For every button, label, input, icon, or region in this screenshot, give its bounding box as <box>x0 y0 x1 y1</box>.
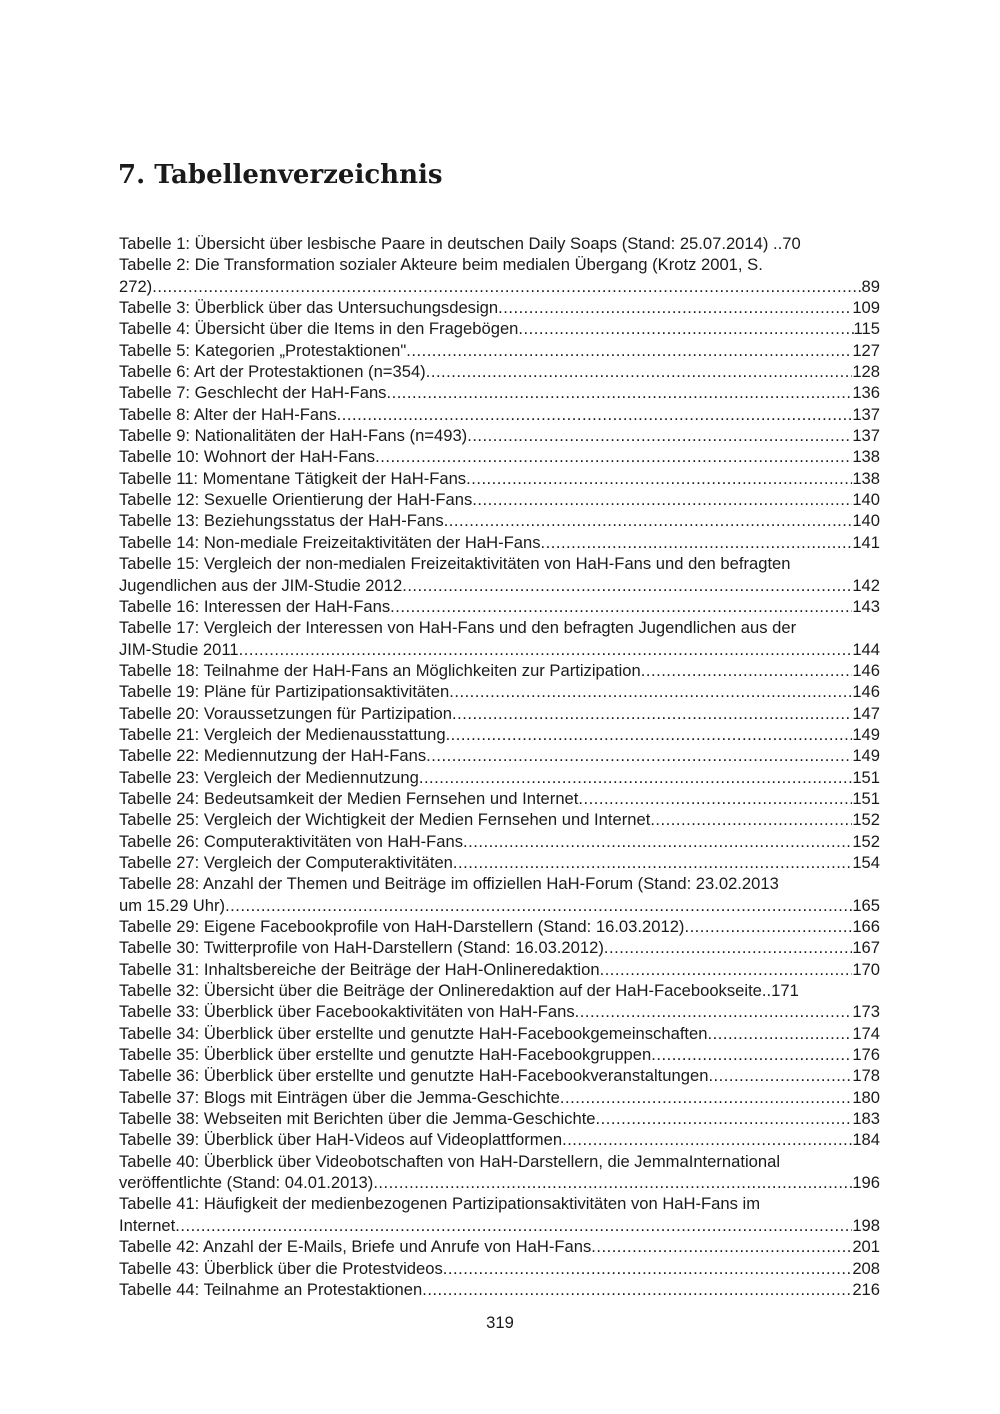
toc-page-number: 208 <box>852 1258 880 1278</box>
toc-entry-label: Tabelle 11: Momentane Tätigkeit der HaH-Fans <box>119 468 467 488</box>
dot-leader <box>467 425 852 446</box>
toc-entry <box>119 767 880 788</box>
toc-page-number: 174 <box>852 1023 880 1043</box>
toc-entry <box>119 489 880 510</box>
toc-page-number: 146 <box>852 660 880 680</box>
toc-entry <box>119 1193 880 1236</box>
toc-entry <box>119 553 880 596</box>
dot-leader <box>390 596 852 617</box>
dot-leader <box>386 382 852 403</box>
toc-entry-label: Tabelle 16: Interessen der HaH-Fans <box>119 596 391 616</box>
toc-page-number: 144 <box>852 639 880 659</box>
toc-entry-label: Tabelle 40: Überblick über Videobotschaften von HaH-Darstellern, die JemmaInternational <box>119 1151 781 1171</box>
toc-page-number: 196 <box>852 1173 880 1193</box>
toc-entry <box>119 532 880 553</box>
toc-page-number: 89 <box>861 276 880 296</box>
toc-page-number: 178 <box>852 1066 880 1086</box>
toc-entry <box>119 468 880 489</box>
toc-entry-label: Tabelle 1: Übersicht über lesbische Paare in deutschen Daily Soaps (Stand: 25.07.2014) ..70 <box>119 234 801 253</box>
toc-entry-label: Tabelle 34: Überblick über erstellte und genutzte HaH-Facebookgemeinschaften <box>119 1023 708 1043</box>
dot-leader <box>498 297 852 318</box>
toc-page-number: 109 <box>852 298 880 318</box>
toc-page-number: 170 <box>852 959 880 979</box>
toc-entry <box>119 937 880 958</box>
toc-page-number: 115 <box>853 319 880 339</box>
toc-entry <box>119 425 880 446</box>
toc-entry <box>119 596 880 617</box>
toc-entry <box>119 254 880 297</box>
toc-page-number: 143 <box>852 596 880 616</box>
toc-page-number: 138 <box>852 447 880 467</box>
toc-entry-label: Tabelle 27: Vergleich der Computeraktivitäten <box>119 852 453 872</box>
dot-leader <box>604 937 852 958</box>
dot-leader <box>650 809 852 830</box>
toc-entry-label: Tabelle 13: Beziehungsstatus der HaH-Fans <box>119 511 444 531</box>
toc-entry-label: Tabelle 8: Alter der HaH-Fans <box>119 404 337 424</box>
dot-leader <box>708 1065 852 1086</box>
toc-entry <box>119 788 880 809</box>
toc-entry <box>119 1151 880 1194</box>
toc-entry-label: Tabelle 9: Nationalitäten der HaH-Fans (n=493) <box>119 426 468 446</box>
dot-leader <box>422 1279 852 1300</box>
dot-leader <box>375 446 852 467</box>
dot-leader <box>452 703 852 724</box>
dot-leader <box>600 959 853 980</box>
toc-page-number: 184 <box>852 1130 880 1150</box>
dot-leader <box>578 788 852 809</box>
toc-entry-label: Tabelle 18: Teilnahme der HaH-Fans an Möglichkeiten zur Partizipation <box>119 660 641 680</box>
toc-entry <box>119 745 880 766</box>
toc-entry <box>119 1001 880 1022</box>
toc-page-number: 128 <box>852 362 880 382</box>
toc-entry <box>119 382 880 403</box>
toc-entry-label: Tabelle 37: Blogs mit Einträgen über die Jemma-Geschichte <box>119 1087 560 1107</box>
toc-entry-label: Tabelle 10: Wohnort der HaH-Fans <box>119 447 376 467</box>
toc-entry <box>119 959 880 980</box>
toc-entry-label: Tabelle 22: Mediennutzung der HaH-Fans <box>119 746 427 766</box>
dot-leader <box>641 660 853 681</box>
toc-entry-label: Tabelle 20: Voraussetzungen für Partizipation <box>119 703 453 723</box>
toc-entry <box>119 340 880 361</box>
toc-entry-label: Tabelle 28: Anzahl der Themen und Beiträge im offiziellen HaH-Forum (Stand: 23.02.2013 <box>119 874 779 894</box>
dot-leader <box>518 318 853 339</box>
toc-entry <box>119 617 880 660</box>
toc-entry <box>119 1236 880 1257</box>
toc-entry <box>119 233 880 254</box>
toc-entry-label-continued: um 15.29 Uhr) <box>119 895 226 915</box>
toc-page-number: 138 <box>852 468 880 488</box>
dot-leader <box>560 1087 852 1108</box>
dot-leader <box>175 1215 852 1236</box>
toc-entry <box>119 1108 880 1129</box>
dot-leader <box>541 532 853 553</box>
toc-entry-label: Tabelle 42: Anzahl der E-Mails, Briefe und Anrufe von HaH-Fans <box>119 1237 592 1257</box>
toc-page-number: 216 <box>852 1279 880 1299</box>
toc-entry-label: Tabelle 29: Eigene Facebookprofile von HaH-Darstellern (Stand: 16.03.2012) <box>119 917 685 936</box>
toc-entry-label: Tabelle 44: Teilnahme an Protestaktionen <box>119 1279 423 1299</box>
toc-entry <box>119 1258 880 1279</box>
toc-entry-label: Tabelle 15: Vergleich der non-medialen Freizeitaktivitäten von HaH-Fans und den befragten <box>119 554 791 574</box>
toc-entry-label: Tabelle 21: Vergleich der Medienausstattung <box>119 724 446 744</box>
dot-leader <box>463 831 852 852</box>
dot-leader <box>152 276 861 297</box>
dot-leader <box>373 1172 852 1193</box>
toc-entry-label: Tabelle 24: Bedeutsamkeit der Medien Fernsehen und Internet <box>119 788 579 808</box>
toc-entry-label: Tabelle 30: Twitterprofile von HaH-Darstellern (Stand: 16.03.2012) <box>119 938 604 958</box>
toc-page-number: 151 <box>852 788 880 808</box>
dot-leader <box>466 468 852 489</box>
page-title: 7. Tabellenverzeichnis <box>118 160 443 190</box>
toc-page-number: 140 <box>852 511 880 531</box>
toc-page-number: 201 <box>852 1237 880 1257</box>
toc-page-number: 167 <box>852 938 880 958</box>
toc-page-number: 136 <box>852 383 880 403</box>
toc-entry <box>119 1065 880 1086</box>
toc-entry-label: Tabelle 17: Vergleich der Interessen von HaH-Fans und den befragten Jugendlichen aus der <box>119 618 797 638</box>
toc-entry-label: Tabelle 5: Kategorien „Protestaktionen" <box>119 340 407 360</box>
toc-entry-label: Tabelle 32: Übersicht über die Beiträge der Onlineredaktion auf der HaH-Facebookseite..171 <box>119 981 799 1001</box>
toc-page-number: 141 <box>852 532 880 552</box>
toc-page-number: 137 <box>852 426 880 446</box>
toc-entry-label: Tabelle 33: Überblick über Facebookaktivitäten von HaH-Fans <box>119 1002 575 1022</box>
dot-leader <box>337 404 853 425</box>
toc-page-number: 149 <box>852 746 880 766</box>
toc-entry <box>119 831 880 852</box>
dot-leader <box>453 852 852 873</box>
dot-leader <box>402 575 852 596</box>
dot-leader <box>472 489 852 510</box>
dot-leader <box>575 1001 853 1022</box>
toc-entry <box>119 1129 880 1150</box>
toc-entry-label-continued: 272) <box>119 276 153 296</box>
toc-entry-label: Tabelle 7: Geschlecht der HaH-Fans <box>119 383 387 403</box>
dot-leader <box>225 895 852 916</box>
toc-entry-label: Tabelle 3: Überblick über das Untersuchungsdesign <box>119 298 499 318</box>
toc-entry-label: Tabelle 35: Überblick über erstellte und genutzte HaH-Facebookgruppen <box>119 1045 652 1065</box>
toc-entry-label: Tabelle 41: Häufigkeit der medienbezogenen Partizipationsaktivitäten von HaH-Fans im <box>119 1194 761 1214</box>
toc-entry <box>119 724 880 745</box>
toc-entry-label-continued: Internet <box>119 1215 176 1235</box>
toc-entry <box>119 873 880 916</box>
page-number: 319 <box>486 1313 514 1332</box>
toc-page-number: 152 <box>852 810 880 830</box>
dot-leader <box>444 510 853 531</box>
toc-entry <box>119 404 880 425</box>
toc-page-number: 142 <box>852 575 880 595</box>
toc-entry <box>119 1023 880 1044</box>
toc-page-number: 166 <box>852 917 880 936</box>
dot-leader <box>426 361 853 382</box>
toc-page-number: 137 <box>852 404 880 424</box>
toc-entry-label: Tabelle 12: Sexuelle Orientierung der HaH-Fans <box>119 490 473 510</box>
dot-leader <box>562 1129 852 1150</box>
toc-entry-label: Tabelle 2: Die Transformation sozialer Akteure beim medialen Übergang (Krotz 2001, S. <box>119 255 763 275</box>
dot-leader <box>651 1044 852 1065</box>
dot-leader <box>449 681 852 702</box>
toc-entry-label: Tabelle 14: Non-mediale Freizeitaktivitäten der HaH-Fans <box>119 532 541 552</box>
toc-entry <box>119 446 880 467</box>
toc-entry-label: Tabelle 39: Überblick über HaH-Videos auf Videoplattformen <box>119 1130 563 1150</box>
toc-page-number: 154 <box>852 852 880 872</box>
toc-page-number: 165 <box>852 895 880 915</box>
toc-entry <box>119 1279 880 1300</box>
toc-entry <box>119 297 880 318</box>
toc-entry-label: Tabelle 19: Pläne für Partizipationsaktivitäten <box>119 682 450 702</box>
toc-entry <box>119 510 880 531</box>
toc-entry <box>119 916 880 937</box>
toc-entry-label-continued: JIM-Studie 2011 <box>119 639 239 659</box>
toc-page-number: 149 <box>852 724 880 744</box>
toc-entry <box>119 703 880 724</box>
toc-entry-label: Tabelle 23: Vergleich der Mediennutzung <box>119 767 419 787</box>
dot-leader <box>596 1108 853 1129</box>
dot-leader <box>239 639 853 660</box>
dot-leader <box>708 1023 853 1044</box>
toc-page-number: 140 <box>852 490 880 510</box>
toc-entry-label: Tabelle 25: Vergleich der Wichtigkeit der Medien Fernsehen und Internet <box>119 810 651 830</box>
toc-entry <box>119 660 880 681</box>
toc-page-number: 147 <box>852 703 880 723</box>
dot-leader <box>446 724 853 745</box>
toc-entry <box>119 980 880 1001</box>
dot-leader <box>406 340 852 361</box>
toc-page-number: 183 <box>852 1109 880 1129</box>
dot-leader <box>684 916 852 937</box>
dot-leader <box>419 767 852 788</box>
toc-entry <box>119 318 880 339</box>
toc-entry <box>119 1044 880 1065</box>
dot-leader <box>591 1236 852 1257</box>
table-list <box>119 233 880 1300</box>
toc-page-number: 151 <box>852 767 880 787</box>
toc-entry <box>119 361 880 382</box>
toc-entry-label: Tabelle 36: Überblick über erstellte und genutzte HaH-Facebookveranstaltungen <box>119 1066 709 1086</box>
toc-page-number: 173 <box>852 1002 880 1022</box>
toc-entry <box>119 681 880 702</box>
toc-entry-label: Tabelle 43: Überblick über die Protestvideos <box>119 1258 443 1278</box>
toc-entry-label: Tabelle 31: Inhaltsbereiche der Beiträge der HaH-Onlineredaktion <box>119 959 600 979</box>
toc-entry <box>119 1087 880 1108</box>
toc-page-number: 180 <box>852 1087 880 1107</box>
toc-entry <box>119 852 880 873</box>
toc-page-number: 198 <box>852 1215 880 1235</box>
dot-leader <box>426 745 852 766</box>
toc-page-number: 127 <box>852 340 880 360</box>
toc-page-number: 176 <box>852 1045 880 1065</box>
toc-entry-label: Tabelle 6: Art der Protestaktionen (n=354) <box>119 362 426 382</box>
toc-entry-label: Tabelle 4: Übersicht über die Items in den Fragebögen <box>119 319 519 339</box>
toc-entry-label-continued: veröffentlichte (Stand: 04.01.2013) <box>119 1173 374 1193</box>
toc-entry-label: Tabelle 38: Webseiten mit Berichten über die Jemma-Geschichte <box>119 1109 596 1129</box>
toc-page-number: 152 <box>852 831 880 851</box>
dot-leader <box>443 1258 853 1279</box>
toc-entry-label: Tabelle 26: Computeraktivitäten von HaH-Fans <box>119 831 464 851</box>
toc-entry-label-continued: Jugendlichen aus der JIM-Studie 2012 <box>119 575 403 595</box>
toc-entry <box>119 809 880 830</box>
toc-page-number: 146 <box>852 682 880 702</box>
